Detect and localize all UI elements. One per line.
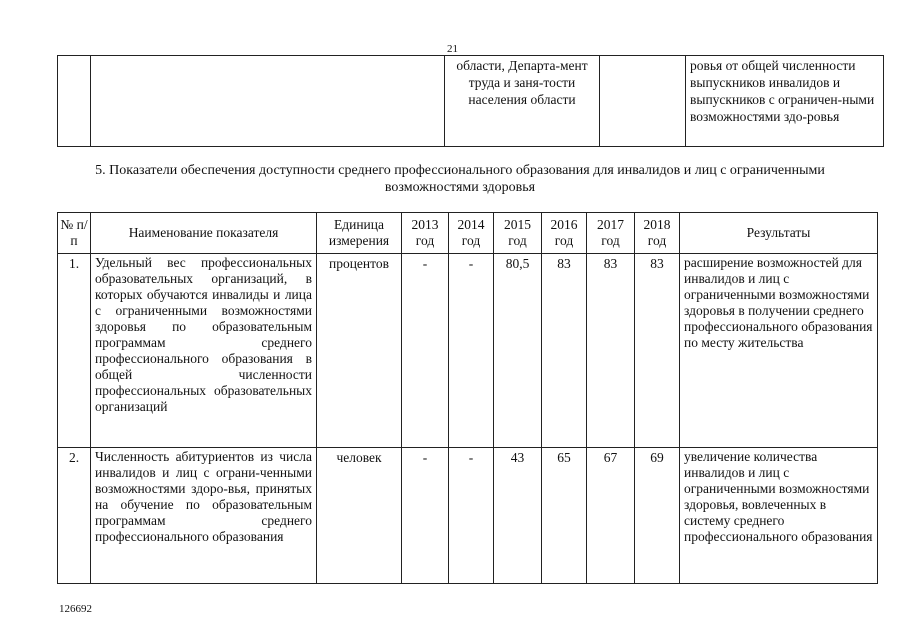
row-2017: 67 [587,448,635,584]
table-row [58,254,878,448]
continuation-cell-num [58,56,91,147]
header-results: Результаты [680,213,878,254]
row-num: 1. [58,254,91,448]
header-2018: 2018 год [635,213,680,254]
row-name: Удельный вес профессиональных образовательных организаций, в которых обучаются инвалиды и лица с ограниченными возможностями здоровья по образовательным программам среднего профессионального образования в общей численности профессиональных образовательных организаций [91,254,317,448]
row-2014: - [449,448,494,584]
page-number: 21 [447,43,458,55]
row-num: 2. [58,448,91,584]
continuation-cell-executor: области, Департа-мент труда и заня-тости населения области [445,56,600,147]
header-unit: Единица измерения [317,213,402,254]
table-row [58,448,878,584]
continuation-cell-empty [600,56,686,147]
section-title: 5. Показатели обеспечения доступности среднего профессионального образования для инвалидов и лиц с ограниченными возможностями здоровья [95,163,825,195]
row-2018: 69 [635,448,680,584]
continuation-table [57,55,884,147]
row-2015: 80,5 [494,254,542,448]
continuation-cell-results: ровья от общей численности выпускников инвалидов и выпускников с ограничен-ными возможностями здо-ровья [686,56,884,147]
footer-code: 126692 [59,603,92,615]
row-results: увеличение количества инвалидов и лиц с ограниченными возможностями здоровья, вовлеченных в систему среднего профессионального образования [680,448,878,584]
header-2013: 2013 год [402,213,449,254]
header-name: Наименование показателя [91,213,317,254]
header-2017: 2017 год [587,213,635,254]
table-header-row [58,213,878,254]
row-results: расширение возможностей для инвалидов и лиц с ограниченными возможностями здоровья в получении среднего профессионального образования по месту жительства [680,254,878,448]
row-2016: 83 [542,254,587,448]
row-unit: процентов [317,254,402,448]
row-2016: 65 [542,448,587,584]
continuation-row [58,56,884,147]
row-unit: человек [317,448,402,584]
header-2015: 2015 год [494,213,542,254]
row-2013: - [402,448,449,584]
indicators-table [57,212,878,584]
continuation-cell-name [91,56,445,147]
row-2014: - [449,254,494,448]
row-2018: 83 [635,254,680,448]
row-name: Численность абитуриентов из числа инвалидов и лиц с ограни-ченными возможностями здоро-вья, принятых на обучение по образовательным программам среднего профессионального образования [91,448,317,584]
header-num: № п/п [58,213,91,254]
row-2015: 43 [494,448,542,584]
header-2016: 2016 год [542,213,587,254]
row-2013: - [402,254,449,448]
row-2017: 83 [587,254,635,448]
header-2014: 2014 год [449,213,494,254]
